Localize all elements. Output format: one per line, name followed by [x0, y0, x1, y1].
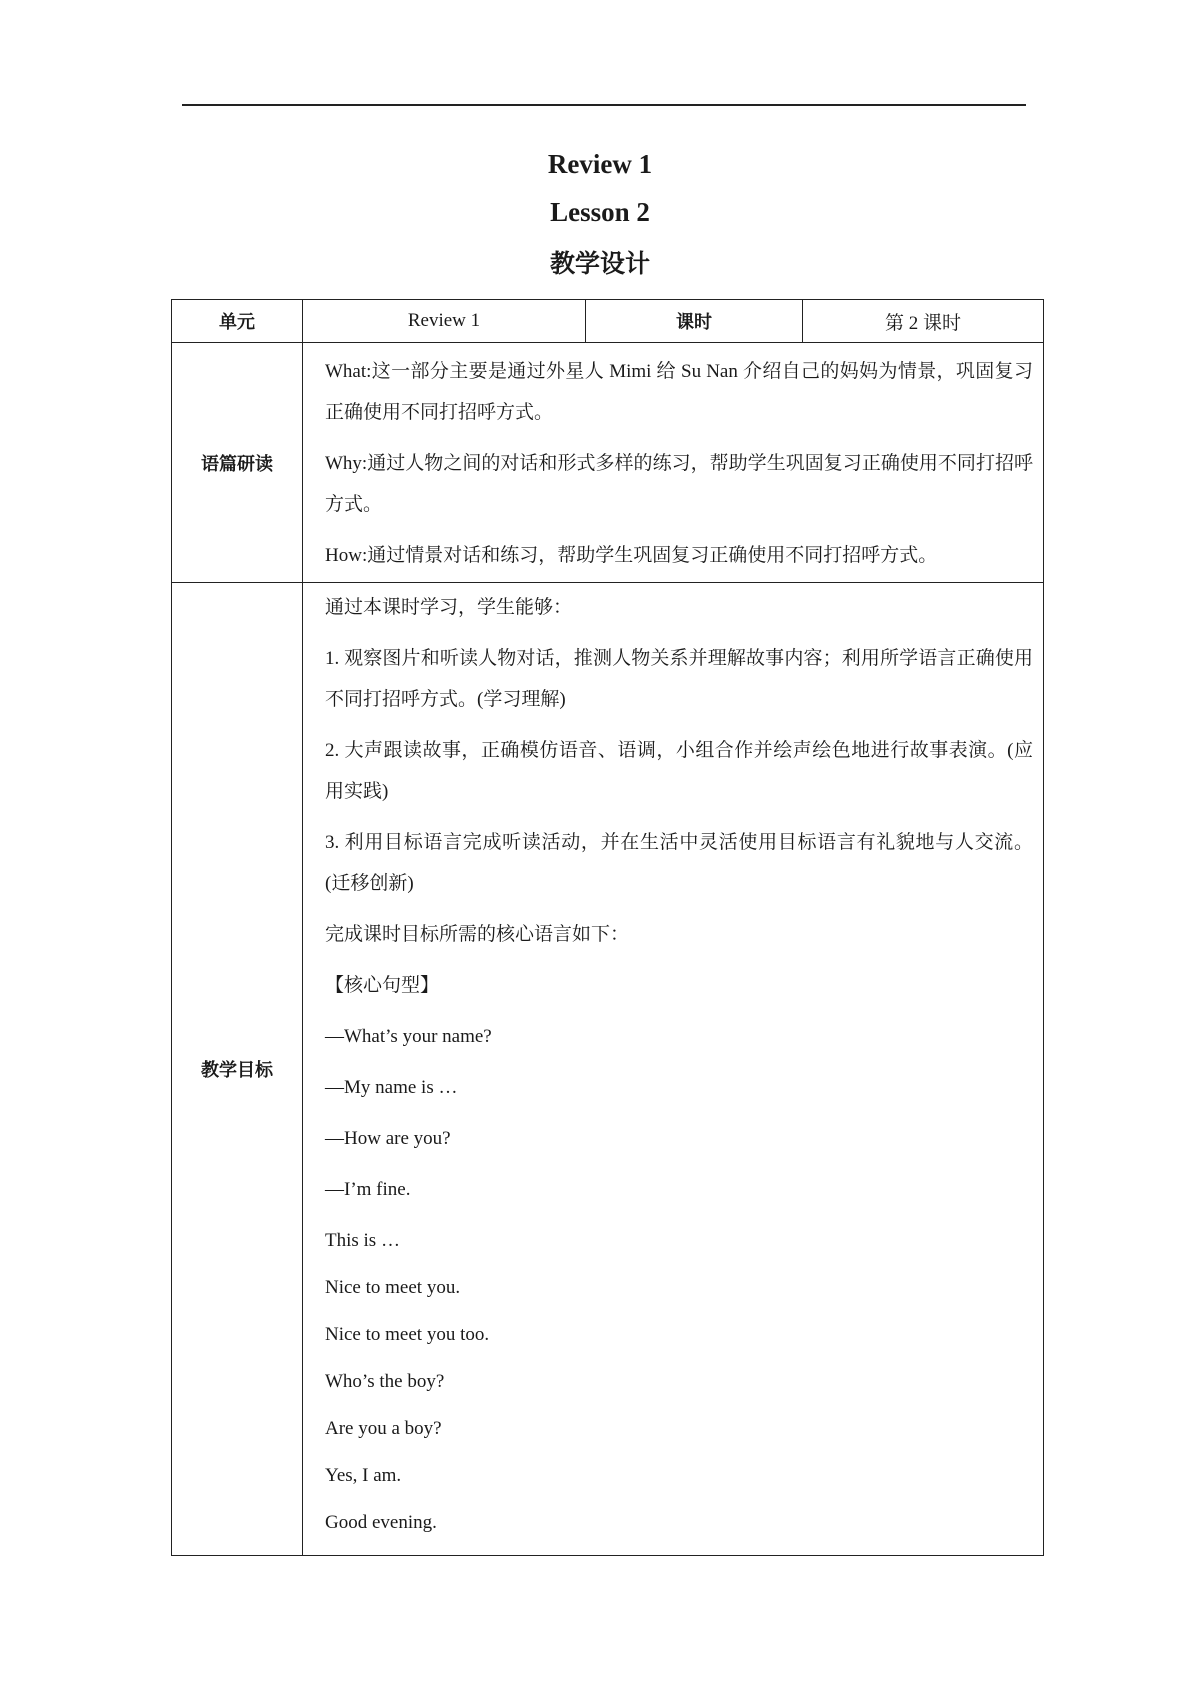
core-patterns-heading: 【核心句型】: [325, 975, 440, 996]
table-row-unit: [172, 300, 1044, 343]
header-rule: [182, 104, 1026, 106]
core-sentence: Who’s the boy?: [325, 1371, 445, 1392]
document-title: Review 1: [547, 149, 653, 179]
core-pattern: —How are you?: [325, 1128, 451, 1149]
objectives-intro: 通过本课时学习，学生能够：: [325, 597, 573, 618]
objectives-content: [303, 583, 1044, 1556]
title-block: [0, 140, 1200, 288]
period-value: 第 2 课时: [803, 300, 1044, 343]
core-pattern: —My name is …: [325, 1077, 458, 1098]
text-study-what: What:这一部分主要是通过外星人 Mimi 给 Su Nan 介绍自己的妈妈为情景，巩固复习正确使用不同打招呼方式。: [325, 361, 1033, 423]
text-study-label: 语篇研读: [172, 343, 303, 583]
core-pattern: —I’m fine.: [325, 1179, 411, 1200]
table-row-text-study: [172, 343, 1044, 583]
objective-item: 2. 大声跟读故事，正确模仿语音、语调，小组合作并绘声绘色地进行故事表演。(应用实践): [325, 740, 1033, 802]
core-sentence: Nice to meet you too.: [325, 1324, 490, 1345]
core-sentence: Are you a boy?: [325, 1418, 442, 1439]
document-subtitle: 教学设计: [549, 249, 650, 278]
objectives-label: 教学目标: [172, 583, 303, 1556]
lesson-plan-table: [171, 299, 1044, 1556]
core-sentence: Good evening.: [325, 1512, 437, 1533]
unit-value: Review 1: [303, 300, 586, 343]
core-language-intro: 完成课时目标所需的核心语言如下：: [325, 924, 630, 945]
core-sentence: Yes, I am.: [325, 1465, 402, 1486]
core-sentence: Nice to meet you.: [325, 1277, 461, 1298]
unit-label: 单元: [172, 300, 303, 343]
objective-item: 1. 观察图片和听读人物对话，推测人物关系并理解故事内容；利用所学语言正确使用不同打招呼方式。(学习理解): [325, 648, 1033, 710]
text-study-why: Why:通过人物之间的对话和形式多样的练习，帮助学生巩固复习正确使用不同打招呼方式。: [325, 453, 1033, 515]
period-label: 课时: [586, 300, 803, 343]
core-pattern: —What’s your name?: [325, 1026, 492, 1047]
objective-item: 3. 利用目标语言完成听读活动，并在生活中灵活使用目标语言有礼貌地与人交流。(迁移创新): [325, 832, 1033, 894]
text-study-how: How:通过情景对话和练习，帮助学生巩固复习正确使用不同打招呼方式。: [325, 545, 938, 566]
table-row-objectives: [172, 583, 1044, 1556]
core-sentence: This is …: [325, 1230, 400, 1251]
lesson-title: Lesson 2: [550, 197, 650, 227]
text-study-content: [303, 343, 1044, 583]
